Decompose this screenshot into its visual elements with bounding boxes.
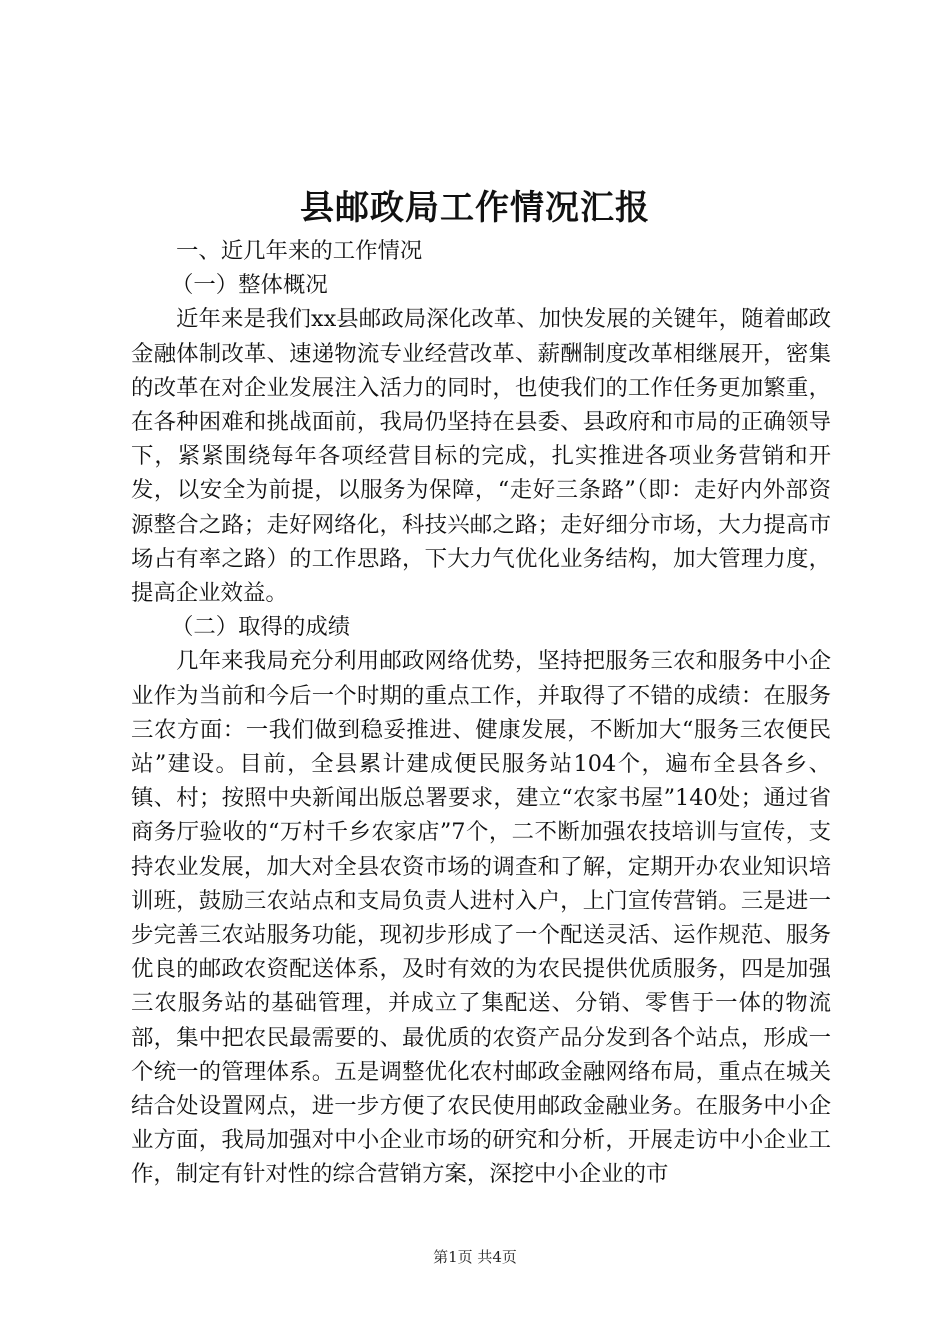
paragraph-achievements: 几年来我局充分利用邮政网络优势，坚持把服务三农和服务中小企业作为当前和今后一个时期的重点工作，并取得了不错的成绩：在服务三农方面：一我们做到稳妥推进、健康发展，不断加大“服务三农便民站”建设。目前，全县累计建成便民服务站104个，遍布全县各乡、镇、村；按照中央新闻出版总署要求，建立“农家书屋”140处；通过省商务厅验收的“万村千乡农家店”7个，二不断加强农技培训与宣传，支持农业发展，加大对全县农资市场的调查和了解，定期开办农业知识培训班，鼓励三农站点和支局负责人进村入户，上门宣传营销。三是进一步完善三农站服务功能，现初步形成了一个配送灵活、运作规范、服务优良的邮政农资配送体系，及时有效的为农民提供优质服务，四是加强三农服务站的基础管理，并成立了集配送、分销、零售于一体的物流部，集中把农民最需要的、最优质的农资产品分发到各个站点，形成一个统一的管理体系。五是调整优化农村邮政金融网络布局，重点在城关结合处设置网点，进一步方便了农民使用邮政金融业务。在服务中小企业方面，我局加强对中小企业市场的研究和分析，开展走访中小企业工作，制定有针对性的综合营销方案，深挖中小企业的市 [131,648,831,1188]
document-body [131,234,831,1192]
subsection-heading-overview: （一）整体概况 [171,272,328,299]
section-heading-1: 一、近几年来的工作情况 [176,238,423,264]
subsection-heading-achievements: （二）取得的成绩 [171,614,351,641]
page-number-footer: 第1页 共4页 [433,1248,517,1266]
document-title: 县邮政局工作情况汇报 [300,188,650,228]
paragraph-overview: 近年来是我们xx县邮政局深化改革、加快发展的关键年，随着邮政金融体制改革、速递物流专业经营改革、薪酬制度改革相继展开，密集的改革在对企业发展注入活力的同时，也使我们的工作任务更加繁重，在各种困难和挑战面前，我局仍坚持在县委、县政府和市局的正确领导下，紧紧围绕每年各项经营目标的完成，扎实推进各项业务营销和开发，以安全为前提，以服务为保障，“走好三条路”（即：走好内外部资源整合之路；走好网络化，科技兴邮之路；走好细分市场，大力提高市场占有率之路）的工作思路，下大力气优化业务结构，加大管理力度，提高企业效益。 [131,306,831,607]
